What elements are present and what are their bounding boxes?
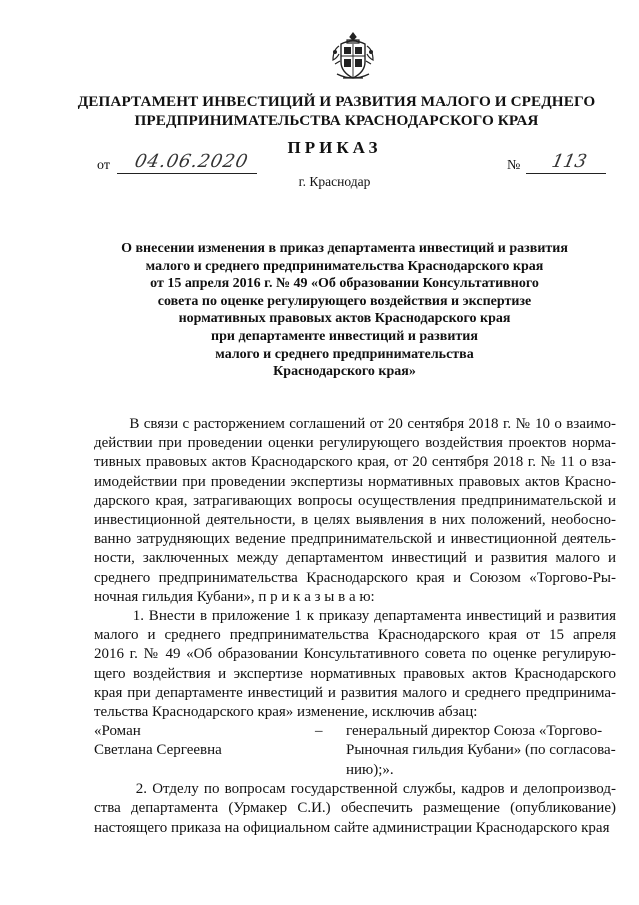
text-line: В связи с расторжением соглашений от 20 сентября 2018 г. № 10 о взаимо- (94, 416, 616, 432)
subject-line: О внесении изменения в приказ департамента инвестиций и развития (121, 241, 568, 256)
document-type: ПРИКАЗ (287, 138, 382, 157)
text-line: инвестиционной деятельности, в целях выявления в них положений, необосно- (94, 512, 616, 529)
text-line: имодействии при проведении экспертизы нормативных правовых актов Красно- (94, 473, 616, 490)
text-line: нию);». (346, 761, 394, 778)
text-line: Рыночная гильдия Кубани» (по согласова- (346, 742, 616, 759)
order-subject (90, 240, 599, 381)
text-line: тивных правовых актов Краснодарского края, от 20 сентября 2018 г. № 11 о вза- (94, 454, 616, 471)
subject-line: от 15 апреля 2016 г. № 49 «Об образовании Консультативного (150, 276, 539, 292)
text-line: 2. Отделу по вопросам государственной службы, кадров и делопроизвод- (94, 781, 616, 798)
date-handwritten: 04.06.2020 (132, 151, 251, 172)
text-line: среднего предпринимательства Краснодарского края и Союзом «Торгово-Ры- (94, 569, 616, 586)
text-line: ства департамента (Урмакер С.И.) обеспечить размещение (опубликование) (94, 800, 616, 817)
excluded-member (94, 722, 616, 780)
city: г. Краснодар (298, 174, 371, 189)
subject-line: нормативных правовых актов Краснодарского края (178, 311, 511, 327)
date-prefix: от (97, 158, 110, 173)
text-line: действии при проведении оценки регулирующего воздействия проектов норма- (94, 435, 616, 452)
member-position (346, 722, 618, 780)
paragraph-preamble (94, 415, 616, 607)
text-line: ности, заключенных между департаментом инвестиций и развития малого и (94, 550, 616, 567)
text-line: 2016 г. № 49 «Об образовании Консультативного совета по оценке регулирую- (94, 646, 616, 663)
text-line: ночная гильдия Кубани», п р и к а з ы в а ю: (94, 588, 375, 605)
order-body (94, 415, 616, 838)
text-line: настоящего приказа на официальном сайте администрации Краснодарского края (94, 819, 610, 836)
subject-line: при департаменте инвестиций и развития (211, 328, 478, 344)
department-line-1: ДЕПАРТАМЕНТ ИНВЕСТИЦИЙ И РАЗВИТИЯ МАЛОГО И СРЕДНЕГО (77, 93, 596, 110)
department-line-2: ПРЕДПРИНИМАТЕЛЬСТВА КРАСНОДАРСКОГО КРАЯ (134, 112, 539, 129)
number-prefix: № (507, 158, 521, 173)
paragraph-item-1 (94, 607, 616, 722)
text-line: «Роман (94, 723, 141, 740)
subject-line: малого и среднего предпринимательства Краснодарского края (145, 258, 544, 274)
text-line: Светлана Сергеевна (94, 742, 222, 759)
subject-line: совета по оценке регулирующего воздействия и экспертизе (157, 293, 532, 309)
text-line: малого и среднего предпринимательства Краснодарского края от 15 апреля (94, 627, 616, 644)
text-line: дарского края, затрагивающих вопросы осуществления предпринимательской и (94, 492, 616, 509)
text-line: 1. Внести в приложение 1 к приказу департамента инвестиций и развития (94, 608, 616, 625)
number-handwritten: 113 (549, 151, 589, 172)
text-line: тельства Краснодарского края» изменение, исключив абзац: (94, 704, 478, 721)
member-dash: – (315, 723, 323, 740)
text-line: края при департаменте инвестиций и развития малого и среднего предпринима- (94, 684, 616, 701)
coat-of-arms-icon (329, 30, 377, 84)
department-name (70, 92, 603, 130)
member-name (94, 722, 294, 760)
text-line: ванно затрудняющих ведение предпринимательской и инвестиционной деятель- (94, 531, 616, 548)
text-line: генеральный директор Союза «Торгово- (346, 723, 603, 740)
subject-line: малого и среднего предпринимательства (215, 346, 474, 362)
subject-line: Краснодарского края» (273, 364, 416, 380)
text-line: щего воздействия и экспертизе нормативных правовых актов Краснодарского (94, 665, 616, 682)
paragraph-item-2 (94, 780, 616, 838)
